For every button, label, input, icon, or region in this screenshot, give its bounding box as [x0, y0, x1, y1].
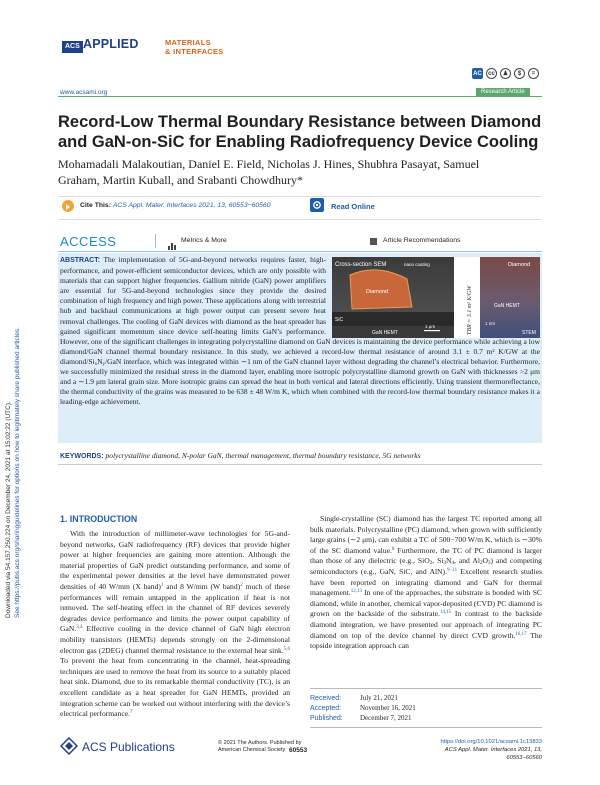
date-published: Published: December 7, 2021: [310, 714, 412, 722]
toc-scale1-label: 1 μm: [425, 324, 436, 329]
intro-right-column: Single-crystalline (SC) diamond has the largest TC reported among all bulk materials. Polycrystalline (PC) diamond, when grown with sufficiently large grains (∼2 μm), can exhibit a TC of 500−700 W/m K, which is ∼30% of the SC diamond value.$^8$ Furthermore, the TC of PC diamond is larger than those of any dielectric (e.g., SiO$_2$, $Si_3N_4$, and $Al_2O_3$) and competing semiconductors (e.g., GaN, SiC, and AlN).$^{9-11}$ Excellent research studies have been reported on integrating diamond and GaN for thermal management.$^{12,13}$ In one of the approaches, the substrate is bonded with SC diamond, while in another, chemical vapor-deposited (CVD) PC diamond is grown on the backside of the substrate.$^{14,15}$ In contrast to the backside diamond integration, we have presented our approach of integrating PC diamond on top of the device channel by direct CVD growth.$^{16,17}$ The topside integration approach can: [310, 514, 542, 651]
date-received: Received: July 21, 2021: [310, 694, 398, 702]
toc-diamond2-label: Diamond: [508, 262, 531, 268]
footer-citation: ACS Appl. Mater. Interfaces 2021, 13, 60553−60560: [444, 747, 542, 761]
ref-link[interactable]: 9−11: [446, 567, 458, 573]
journal-name-sub1: MATERIALS: [165, 38, 211, 47]
keywords: [60, 451, 540, 460]
cite-this: [80, 202, 271, 209]
download-notice-line2: See https://pubs.acs.org/sharingguidelines for options on how to legitimately share published articles.: [14, 327, 21, 618]
journal-url[interactable]: www.acsami.org: [60, 89, 108, 96]
acs-publications-logo-icon: [60, 737, 78, 755]
header-divider: [58, 96, 542, 97]
ref-link[interactable]: 8: [391, 546, 395, 552]
read-online-link[interactable]: Read Online: [331, 202, 375, 211]
recommendations-link[interactable]: Article Recommendations: [383, 237, 461, 244]
cc-icon[interactable]: cc: [486, 68, 497, 79]
ref-link[interactable]: 12,13: [350, 589, 362, 595]
copyright: © 2021 The Authors. Published by American Chemical Society: [218, 740, 302, 753]
toc-diamond-label: Diamond: [366, 289, 389, 295]
journal-abbr-logo: ACS: [62, 41, 83, 53]
access-label: ACCESS: [60, 234, 117, 249]
toc-scale2-label: 1 nm: [485, 321, 496, 326]
download-notice-line1: Downloaded via 54.157.250.224 on December 24, 2021 at 15:02:22 (UTC).: [5, 401, 12, 618]
doi-block: [412, 738, 542, 762]
access-underline: [58, 251, 542, 252]
toc-nuc-label: nano coating: [404, 262, 430, 267]
cite-text[interactable]: ACS Appl. Mater. Interfaces 2021, 13, 60553−60560: [112, 202, 271, 209]
abstract: [60, 255, 540, 407]
ref-link[interactable]: 14,15: [439, 610, 452, 616]
toc-gan2-label: GaN HEMT: [494, 303, 520, 309]
toc-sem-label: Cross-section SEM: [335, 262, 387, 268]
abstract-text-a: The implementation of 5G-and-beyond networks requires faster, high-performance, and power-efficient semiconductor devices, which are only possible with materials that can support higher frequencies. Gallium nitride (GaN) power amplifiers are essential for 5G-and-beyond technologies since they provide the desired combination of high frequency and high power. These applications along with terrestrial hub and backhaul communications at high power output can present severe heat removal challenges. The cooling of GaN devices with diamond as the heat spreader has gained significant momentum since device self-heating limits GaN’s performance. However, one of the significant challenges in integrating polycrystalline diamond on GaN devices is maintaining the device performance while achieving a low diamond/GaN channel thermal boundary resistance. In this study, we achieved a record-low thermal resistance of around 3.1 ± 0.7 m² K/GW at the diamond/Si: [60, 255, 540, 366]
article-title: Record-Low Thermal Boundary Resistance between Diamond and GaN-on-SiC for Enabling Radiofrequency Device Cooling: [58, 113, 542, 151]
toc-gan-label: GaN HEMT: [372, 330, 398, 336]
article-dates: [310, 688, 542, 728]
keywords-divider: [58, 464, 542, 465]
abstract-text-b: N: [97, 356, 103, 366]
author-list: Mohamadali Malakoutian, Daniel E. Field, Nicholas J. Hines, Shubhra Pasayat, Samuel Graham, Martin Kuball, and Srabanti Chowdhury*: [58, 157, 480, 187]
toc-sic-label: SiC: [335, 317, 344, 323]
recommendations-icon: [370, 238, 377, 245]
access-divider: [155, 234, 156, 248]
ref-link[interactable]: 5,6: [283, 646, 290, 652]
doi-link[interactable]: https://doi.org/10.1021/acsami.1c13833: [440, 739, 542, 745]
date-accepted: Accepted: November 16, 2021: [310, 704, 416, 712]
journal-name-sub2: & INTERFACES: [165, 47, 224, 56]
download-notice: [4, 248, 31, 618]
abstract-text-c: /GaN interface, which was integrated within ∼1 nm of the GaN channel layer without degrading the channel’s electrical behavior. Furthermore, we successfully minimized the residual stress in the diamond layer, enabling more isotropic polycrystalline diamond growth on GaN with thicknesses >2 μm and a ∼1.9 μm lateral grain size. More isotropic grains can spread the heat in both vertical and lateral directions efficiently. Using transient thermoreflectance, the thermal conductivity of the grains was measured to be 638 ± 48 W/m K, which when combined with the record-low thermal boundary resistance makes it a leading-edge achievement.: [60, 356, 540, 407]
cite-icon: [62, 200, 74, 212]
by-icon[interactable]: ♟: [500, 68, 511, 79]
ref-link[interactable]: 7: [129, 710, 133, 716]
acs-open-access-icon[interactable]: AC: [472, 68, 483, 79]
abstract-sub-x: x: [94, 361, 98, 367]
nc-icon[interactable]: $: [514, 68, 525, 79]
intro-left-column: With the introduction of millimeter-wave technologies for 5G-and-beyond networks, GaN radiofrequency (RF) devices that provide higher power at higher frequencies are gaining more attention. Although the material properties of GaN predict outstanding performance, and some of the experimental power densities at the level have demonstrated power densities of 40 W/mm (X band)$^1$ and 8 W/mm (W band)$^2$ much of these performances will remain untapped in the application if heat is not removed. The self-heating effect in the channel of RF devices severely degrades device performance and limits the power output capability of GaN.$^{3,4}$ Effective cooling in the device channel of GaN high electron mobility transistors (HEMTs) depends strongly on the 2-dimensional electron gas (2DEG) channel thermal resistance to the external heat sink.$^{5,6}$ To prevent the heat from concentrating in the channel, heat-spreading techniques are used to remove the heat from its source to a suitably placed heat sink. Diamond, due to its remarkable thermal conductivity (TC), is an excellent candidate as a heat spreader for GaN HEMTs, provided an integration scheme can be worked out without interfering with the device’s electrical performance.$^7$: [60, 529, 290, 719]
metrics-link[interactable]: Metrics & More: [181, 237, 227, 244]
toc-tbr-label: TBR = 3.1 m² K/GW: [467, 285, 473, 335]
keywords-text: polycrystalline diamond, N-polar GaN, thermal management, thermal boundary resistance, 5G networks: [105, 451, 421, 460]
cite-label: Cite This:: [80, 202, 111, 209]
ref-link[interactable]: 1: [160, 582, 164, 588]
journal-name: APPLIED: [83, 37, 139, 51]
toc-stem-label: STEM: [522, 330, 536, 336]
section-heading-introduction: 1. INTRODUCTION: [60, 514, 138, 524]
ref-link[interactable]: 16,17: [515, 631, 527, 637]
ref-link[interactable]: 2: [240, 582, 243, 588]
article-type-badge: Research Article: [476, 88, 530, 97]
page-number: 60553: [289, 747, 308, 754]
keywords-label: KEYWORDS:: [60, 453, 104, 460]
abstract-sub-y: y: [102, 361, 106, 367]
nd-icon[interactable]: =: [528, 68, 539, 79]
acs-publications-logo[interactable]: ACS Publications: [82, 740, 175, 754]
read-online-icon[interactable]: [310, 198, 324, 212]
abstract-label: ABSTRACT:: [60, 257, 101, 264]
ref-link[interactable]: 3,4: [76, 625, 83, 631]
